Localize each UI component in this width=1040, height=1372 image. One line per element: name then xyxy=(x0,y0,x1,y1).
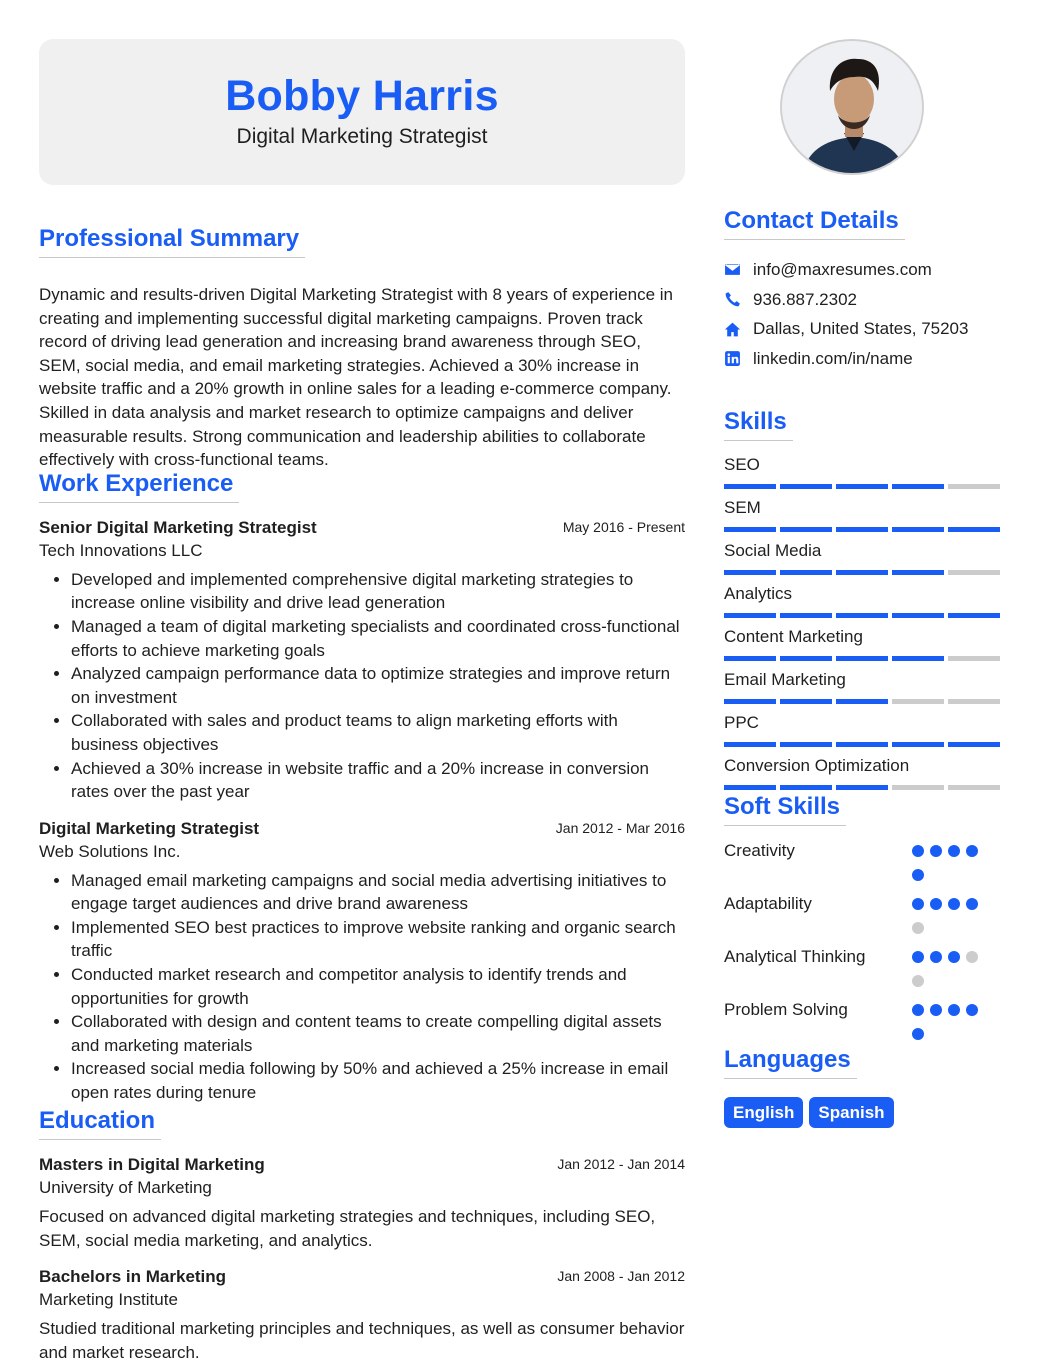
skill-level-segment xyxy=(892,656,944,661)
contact-section xyxy=(724,207,1004,374)
job-bullet: • Managed a team of digital marketing specialists and coordinated cross-functional efforts to achieve marketing goals xyxy=(71,615,685,662)
job-title: Digital Marketing Strategist xyxy=(39,818,260,838)
skill-level-segment xyxy=(836,527,888,532)
job-bullet: • Collaborated with design and content teams to create compelling digital assets and marketing materials xyxy=(71,1010,685,1057)
rating-dot xyxy=(930,951,942,963)
education-heading: Education xyxy=(39,1107,161,1140)
skill-level-segment xyxy=(724,527,776,532)
education-date: Jan 2008 - Jan 2012 xyxy=(557,1267,685,1284)
skill-level-segment xyxy=(948,656,1000,661)
school: Marketing Institute xyxy=(39,1289,178,1309)
job-entry xyxy=(39,517,685,804)
profile-photo-illustration xyxy=(782,41,924,175)
contact-location xyxy=(724,314,1004,344)
profile-photo xyxy=(780,39,924,175)
education-section xyxy=(39,1107,685,1366)
phone-icon xyxy=(724,291,753,308)
job-bullet: • Managed email marketing campaigns and social media advertising initiatives to engage target audiences and drive brand awareness xyxy=(71,869,685,916)
skill-level-segment xyxy=(724,699,776,704)
job-entry xyxy=(39,818,685,1105)
soft-skill-name: Adaptability xyxy=(724,893,812,913)
skill-level-segment xyxy=(948,613,1000,618)
rating-dot xyxy=(912,1004,924,1016)
soft-skill-rating xyxy=(912,840,984,893)
skill-item xyxy=(724,712,1004,755)
soft-skills-list xyxy=(724,840,1004,1052)
skill-level-segment xyxy=(724,484,776,489)
languages-heading: Languages xyxy=(724,1046,857,1079)
languages-section xyxy=(724,1046,1004,1128)
soft-skill-item xyxy=(724,946,1004,999)
skill-level-segment xyxy=(780,699,832,704)
skill-level-segment xyxy=(836,699,888,704)
skills-list xyxy=(724,454,1004,798)
skill-level-segment xyxy=(948,785,1000,790)
skill-name: Content Marketing xyxy=(724,626,863,646)
skill-item xyxy=(724,540,1004,583)
soft-skill-rating xyxy=(912,946,984,999)
home-icon xyxy=(724,321,753,338)
candidate-title: Digital Marketing Strategist xyxy=(236,125,488,148)
skill-level-segment xyxy=(724,785,776,790)
skill-name: Conversion Optimization xyxy=(724,755,910,775)
rating-dot xyxy=(948,1004,960,1016)
experience-section xyxy=(39,470,685,1105)
soft-skill-name: Analytical Thinking xyxy=(724,946,866,966)
rating-dot xyxy=(930,1004,942,1016)
skill-level-segment xyxy=(780,785,832,790)
education-entry xyxy=(39,1154,685,1254)
rating-dot xyxy=(912,1028,924,1040)
skills-heading: Skills xyxy=(724,408,793,441)
summary-section xyxy=(39,225,685,472)
skill-level-segment xyxy=(836,613,888,618)
skill-item xyxy=(724,669,1004,712)
job-bullet: • Developed and implemented comprehensive digital marketing strategies to increase online visibility and drive lead generation xyxy=(71,568,685,615)
location-text: Dallas, United States, 75203 xyxy=(753,319,969,339)
job-bullet: • Conducted market research and competitor analysis to identify trends and opportunities for growth xyxy=(71,963,685,1010)
rating-dot xyxy=(966,1004,978,1016)
skill-bar xyxy=(724,484,1004,489)
skill-level-segment xyxy=(892,527,944,532)
language-badge: Spanish xyxy=(809,1097,893,1128)
soft-skill-rating xyxy=(912,893,984,946)
linkedin-text: linkedin.com/in/name xyxy=(753,348,913,368)
degree: Masters in Digital Marketing xyxy=(39,1154,265,1174)
education-date: Jan 2012 - Jan 2014 xyxy=(557,1155,685,1172)
summary-text: Dynamic and results-driven Digital Marketing Strategist with 8 years of experience in creating and implementing successful digital marketing campaigns. Proven track record of driving lead generation and increasing brand awareness through SEO, SEM, social media, and email marketing strategies. Achieved a 30% increase in website traffic and a 20% growth in online sales for a leading e-commerce company. Skilled in data analysis and market research to optimize campaigns and deliver measurable results. Strong communication and leadership abilities to collaborate effectively with cross-functional teams. xyxy=(39,285,673,470)
soft-skills-section xyxy=(724,793,1004,1052)
skill-name: Email Marketing xyxy=(724,669,846,689)
contact-phone[interactable] xyxy=(724,285,1004,315)
skill-level-segment xyxy=(780,570,832,575)
skill-level-segment xyxy=(892,785,944,790)
skill-level-segment xyxy=(724,742,776,747)
skill-name: Analytics xyxy=(724,583,793,603)
main-column xyxy=(39,39,685,1366)
job-company: Web Solutions Inc. xyxy=(39,841,181,861)
skill-level-segment xyxy=(836,785,888,790)
rating-dot xyxy=(930,898,942,910)
header xyxy=(39,39,685,185)
rating-dot xyxy=(966,898,978,910)
rating-dot xyxy=(912,845,924,857)
skill-level-segment xyxy=(948,742,1000,747)
language-badge: English xyxy=(724,1097,803,1128)
job-title: Senior Digital Marketing Strategist xyxy=(39,517,317,537)
skill-level-segment xyxy=(836,570,888,575)
skill-level-segment xyxy=(892,570,944,575)
skill-item xyxy=(724,626,1004,669)
skill-level-segment xyxy=(724,656,776,661)
skill-name: SEM xyxy=(724,497,761,517)
degree: Bachelors in Marketing xyxy=(39,1266,227,1286)
rating-dot xyxy=(930,845,942,857)
education-description: Studied traditional marketing principles and techniques, as well as consumer behavior and market research. xyxy=(39,1318,685,1363)
skill-level-segment xyxy=(780,656,832,661)
skill-level-segment xyxy=(948,570,1000,575)
skill-name: Social Media xyxy=(724,540,822,560)
school: University of Marketing xyxy=(39,1177,212,1197)
skill-level-segment xyxy=(724,613,776,618)
skill-bar xyxy=(724,785,1004,790)
sidebar xyxy=(724,39,1004,1128)
soft-skill-item xyxy=(724,999,1004,1052)
skill-item xyxy=(724,454,1004,497)
education-entry xyxy=(39,1266,685,1366)
skills-section xyxy=(724,408,1004,798)
soft-skill-name: Creativity xyxy=(724,840,795,860)
skill-level-segment xyxy=(892,484,944,489)
contact-email[interactable] xyxy=(724,255,1004,285)
skill-name: PPC xyxy=(724,712,759,732)
job-date: Jan 2012 - Mar 2016 xyxy=(555,819,685,836)
rating-dot xyxy=(966,951,978,963)
soft-skill-name: Problem Solving xyxy=(724,999,848,1019)
skill-level-segment xyxy=(948,699,1000,704)
contact-heading: Contact Details xyxy=(724,207,905,240)
job-bullet: • Achieved a 30% increase in website traffic and a 20% increase in conversion rates over the past year xyxy=(71,757,685,804)
skill-level-segment xyxy=(836,742,888,747)
experience-heading: Work Experience xyxy=(39,470,239,503)
skill-level-segment xyxy=(892,699,944,704)
rating-dot xyxy=(948,845,960,857)
skill-name: SEO xyxy=(724,454,760,474)
skill-bar xyxy=(724,613,1004,618)
skill-bar xyxy=(724,527,1004,532)
skill-level-segment xyxy=(780,613,832,618)
job-bullets xyxy=(39,869,685,1105)
job-bullet: • Analyzed campaign performance data to optimize strategies and improve return on investment xyxy=(71,662,685,709)
linkedin-icon xyxy=(724,350,753,367)
soft-skill-item xyxy=(724,840,1004,893)
rating-dot xyxy=(912,975,924,987)
rating-dot xyxy=(948,951,960,963)
skill-level-segment xyxy=(836,484,888,489)
skill-level-segment xyxy=(836,656,888,661)
skill-item xyxy=(724,497,1004,540)
candidate-name: Bobby Harris xyxy=(225,72,499,120)
skill-bar xyxy=(724,570,1004,575)
job-bullet: • Collaborated with sales and product teams to align marketing efforts with business objectives xyxy=(71,709,685,756)
skill-level-segment xyxy=(724,570,776,575)
contact-linkedin[interactable] xyxy=(724,344,1004,374)
skill-item xyxy=(724,755,1004,798)
rating-dot xyxy=(912,922,924,934)
education-description: Focused on advanced digital marketing strategies and techniques, including SEO, SEM, social media marketing, and analytics. xyxy=(39,1206,656,1251)
skill-item xyxy=(724,583,1004,626)
envelope-icon xyxy=(724,261,753,278)
soft-skill-rating xyxy=(912,999,984,1052)
job-date: May 2016 - Present xyxy=(562,518,685,535)
skill-bar xyxy=(724,656,1004,661)
skill-bar xyxy=(724,699,1004,704)
contact-list xyxy=(724,255,1004,374)
rating-dot xyxy=(912,951,924,963)
skill-level-segment xyxy=(892,742,944,747)
job-bullets xyxy=(39,568,685,804)
job-bullet: • Increased social media following by 50% and achieved a 25% increase in email open rates during tenure xyxy=(71,1057,685,1104)
job-company: Tech Innovations LLC xyxy=(39,540,203,560)
skill-level-segment xyxy=(948,527,1000,532)
skill-level-segment xyxy=(780,742,832,747)
summary-heading: Professional Summary xyxy=(39,225,305,258)
skill-level-segment xyxy=(948,484,1000,489)
skill-level-segment xyxy=(780,484,832,489)
phone-text: 936.887.2302 xyxy=(753,289,857,309)
rating-dot xyxy=(912,869,924,881)
skill-bar xyxy=(724,742,1004,747)
job-bullet: • Implemented SEO best practices to improve website ranking and organic search traffic xyxy=(71,916,685,963)
soft-skill-item xyxy=(724,893,1004,946)
rating-dot xyxy=(948,898,960,910)
rating-dot xyxy=(966,845,978,857)
soft-skills-heading: Soft Skills xyxy=(724,793,846,826)
rating-dot xyxy=(912,898,924,910)
skill-level-segment xyxy=(780,527,832,532)
languages-list xyxy=(724,1097,1004,1128)
skill-level-segment xyxy=(892,613,944,618)
email-text: info@maxresumes.com xyxy=(753,259,932,279)
